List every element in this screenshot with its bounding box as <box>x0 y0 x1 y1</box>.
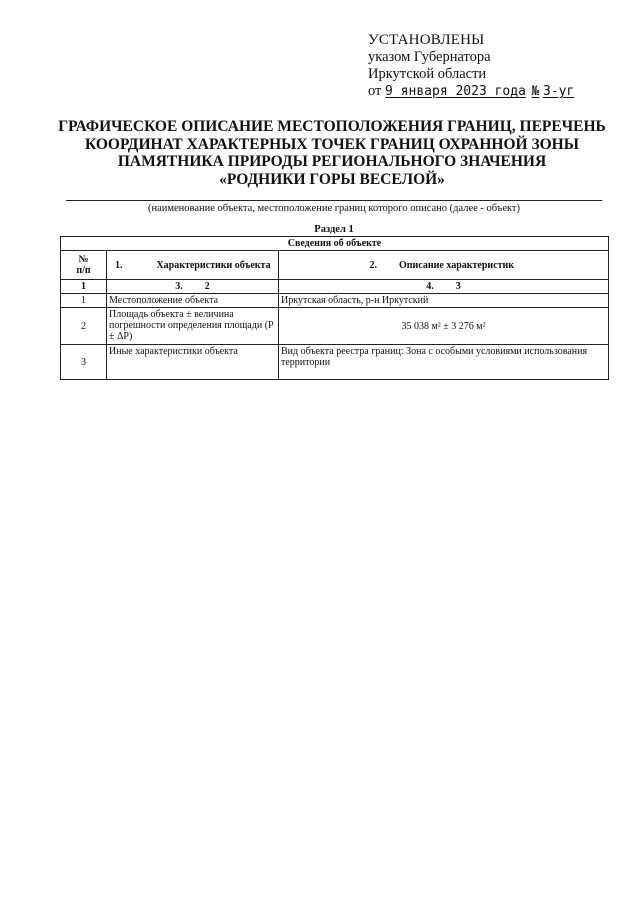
section-title: Раздел 1 <box>314 224 354 235</box>
index-cell-1: 1 <box>61 280 107 294</box>
table-row <box>61 294 609 308</box>
table-row <box>61 308 609 345</box>
row-characteristic: Местоположение объекта <box>107 294 279 308</box>
approval-stamp <box>368 32 618 100</box>
index-cell-3a: 4. <box>426 281 434 292</box>
title-line-2: КООРДИНАТ ХАРАКТЕРНЫХ ТОЧЕК ГРАНИЦ ОХРАННОЙ ЗОНЫ <box>85 135 579 153</box>
approval-authority: указом Губернатора <box>368 49 491 65</box>
approval-region: Иркутской области <box>368 66 487 82</box>
row-characteristic: Площадь объекта ± величина погрешности определения площади (P ± ΔP) <box>107 308 279 345</box>
header-num-symbol: № <box>78 254 89 265</box>
index-cell-2b: 2 <box>204 281 210 292</box>
title-line-3: ПАМЯТНИКА ПРИРОДЫ РЕГИОНАЛЬНОГО ЗНАЧЕНИЯ <box>117 153 547 170</box>
row-description: Вид объекта реестра границ: Зона с особыми условиями использования территории <box>279 345 609 380</box>
object-name-rule <box>66 200 602 201</box>
approval-date: 9 января 2023 года <box>385 84 526 99</box>
header-col2-num: 1. <box>115 259 123 271</box>
header-num-cell <box>61 251 107 280</box>
row-characteristic: Иные характеристики объекта <box>107 345 279 380</box>
row-number: 2 <box>61 308 107 345</box>
header-characteristic-cell <box>107 251 279 280</box>
row-number: 3 <box>61 345 107 380</box>
header-description-cell <box>279 251 609 280</box>
header-col3-label: Описание характеристик <box>399 259 515 271</box>
header-num-abbr: п/п <box>76 265 91 276</box>
object-name-caption: (наименование объекта, местоположение границ которого описано (далее - объект) <box>147 203 521 214</box>
table-index-row <box>61 280 609 294</box>
approval-heading: УСТАНОВЛЕНЫ <box>368 32 485 48</box>
table-caption: Сведения об объекте <box>61 237 609 251</box>
index-cell-2 <box>107 280 279 294</box>
document-title <box>50 118 614 188</box>
row-description: Иркутская область, р-н Иркутский <box>279 294 609 308</box>
index-cell-3 <box>279 280 609 294</box>
approval-number-label: № <box>531 84 540 99</box>
index-cell-2a: 3. <box>175 281 183 292</box>
table-header-row <box>61 251 609 280</box>
approval-from-label: от <box>368 83 382 99</box>
approval-number: 3-уг <box>543 84 575 99</box>
title-line-4: «РОДНИКИ ГОРЫ ВЕСЕЛОЙ» <box>219 170 445 188</box>
header-col3-num: 2. <box>369 259 377 271</box>
index-cell-3b: 3 <box>455 281 461 292</box>
object-info-table <box>60 236 609 380</box>
row-number: 1 <box>61 294 107 308</box>
row-description: 35 038 м² ± 3 276 м² <box>279 308 609 345</box>
table-caption-row <box>61 237 609 251</box>
approval-date-line <box>368 83 618 100</box>
title-line-1: ГРАФИЧЕСКОЕ ОПИСАНИЕ МЕСТОПОЛОЖЕНИЯ ГРАНИЦ, ПЕРЕЧЕНЬ <box>58 118 606 135</box>
table-row <box>61 345 609 380</box>
header-col2-label: Характеристики объекта <box>156 259 271 271</box>
